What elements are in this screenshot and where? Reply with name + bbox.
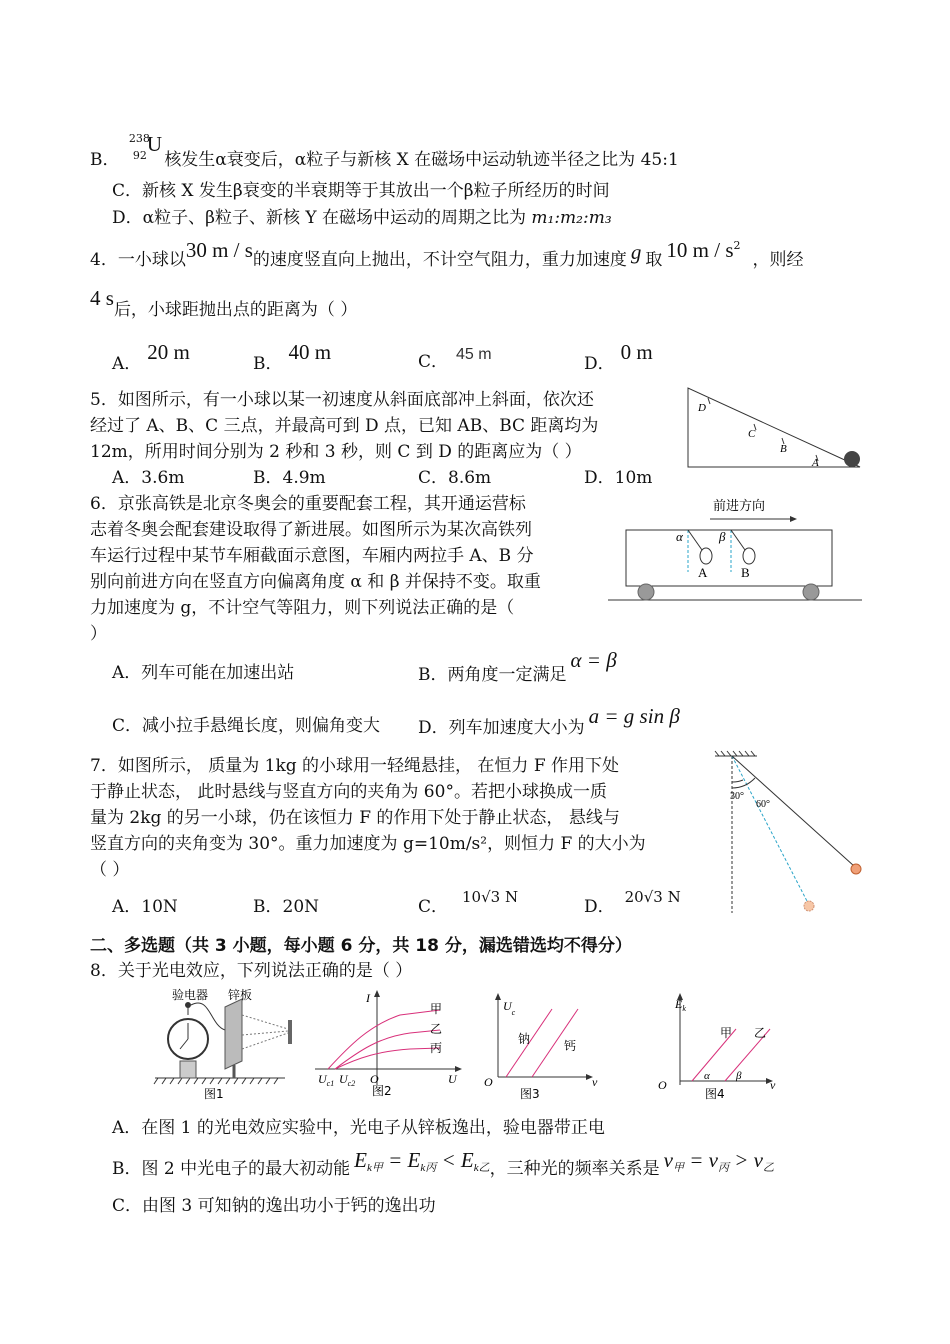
fig3-axis-uc: $U_c$ [503, 999, 516, 1017]
ball [844, 451, 860, 467]
fig2-curve-jia: 甲 [430, 1002, 443, 1016]
angle-30-label: 30° [730, 791, 744, 802]
q4-stem-line1: 4．一小球以30 m / s的速度竖直向上抛出，不计空气阻力，重力加速度 g 取 10 m / $s^2$，则经 [90, 238, 804, 270]
q4-option-c: C． 45 m [418, 346, 492, 372]
fig2-axis-i: I [366, 991, 370, 1005]
freq-relation: $\nu_甲 = \nu_丙 > \nu_乙$ [663, 1148, 774, 1174]
fig4-line-yi: 乙 [754, 1026, 767, 1040]
q5-option-b: B．4.9m [253, 468, 326, 488]
incline-figure [680, 380, 880, 475]
q6-line3: 车运行过程中某节车厢截面示意图，车厢内两拉手 A、B 分 [90, 546, 534, 566]
fig3-uc-nu [484, 993, 598, 1101]
q3-option-d: D．α粒子、β粒子、新核 Y 在磁场中运动的周期之比为 m₁:m₂:m₃ [112, 208, 612, 228]
point-a-label: A [812, 457, 819, 469]
q6-line5: 力加速度为 g，不计空气等阻力，则下列说法正确的是（ [90, 598, 515, 618]
ek-relation: $E_{k甲} = E_{k丙} < E_{k乙}$ [354, 1148, 490, 1174]
q5-option-a: A．3.6m [112, 468, 185, 488]
q3-option-c: C．新核 X 发生β衰变的半衰期等于其放出一个β粒子所经历的时间 [112, 181, 610, 201]
q7-line2: 于静止状态， 此时悬线与竖直方向的夹角为 60°。若把小球换成一质 [90, 782, 607, 802]
fig4-axis-nu: ν [770, 1078, 776, 1092]
fig4-axis-ek: $E_k$ [675, 997, 686, 1013]
q5-line1: 5．如图所示，有一小球以某一初速度从斜面底部冲上斜面，依次还 [90, 390, 594, 410]
q7-line3: 量为 2kg 的另一小球，仍在该恒力 F 的作用下处于静止状态， 悬线与 [90, 808, 620, 828]
fig2-curve-yi: 乙 [430, 1022, 443, 1036]
beta-label: β [719, 529, 726, 544]
q7-line4: 竖直方向的夹角变为 30°。重力加速度为 g=10m/s²，则恒力 F 的大小为 [90, 834, 646, 854]
alpha-label: α [676, 529, 683, 544]
q8-option-c: C．由图 3 可知钠的逸出功小于钙的逸出功 [112, 1196, 436, 1216]
fig2-axis-u: U [448, 1072, 457, 1086]
q6-line6: ） [90, 624, 107, 644]
fig2-uc1: $U_{c1}$ [318, 1072, 335, 1088]
point-d-label: D [698, 402, 706, 414]
ball-1kg [851, 864, 861, 874]
fig1-caption: 图1 [204, 1087, 224, 1101]
fig2-origin: O [370, 1072, 379, 1086]
fig2-iv-curves [315, 990, 462, 1098]
point-c-label: C [748, 428, 756, 440]
q7-option-b: B．20N [253, 897, 320, 917]
q8-option-b: B．图 2 中光电子的最大初动能 $E_{k甲} = E_{k丙} < E_{k乙}$，三种光的频率关系是 $\nu_甲 = \nu_丙 > \nu_乙$ [112, 1148, 774, 1179]
fig2-uc2: $U_{c2}$ [339, 1072, 356, 1088]
q4-option-d: D． 0 m [584, 340, 653, 374]
fig4-alpha: α [704, 1070, 710, 1082]
fig4-ek-nu [658, 993, 776, 1101]
q6-line2: 志着冬奥会配套建设取得了新进展。如图所示为某次高铁列 [90, 520, 532, 540]
fig3-sodium: 钠 [518, 1032, 531, 1046]
q7-option-d: D． 20√3 N [584, 888, 681, 917]
fig4-caption: 图4 [705, 1087, 725, 1101]
fig4-line-jia: 甲 [720, 1026, 733, 1040]
fig2-caption: 图2 [372, 1084, 392, 1098]
electroscope-label: 验电器 [172, 988, 209, 1002]
q7-line1: 7．如图所示， 质量为 1kg 的小球用一轻绳悬挂， 在恒力 F 作用下处 [90, 756, 620, 776]
q5-line2: 经过了 A、B、C 三点，并最高可到 D 点，已知 AB、BC 距离均为 [90, 416, 599, 436]
q6-option-b: B．两角度一定满足α = β [418, 648, 617, 685]
q6-option-a: A．列车可能在加速出站 [112, 663, 295, 683]
pendulum-figure [705, 748, 870, 918]
angle-60-label: 60° [756, 799, 770, 810]
direction-label: 前进方向 [713, 499, 766, 514]
q6-option-d: D．列车加速度大小为 a = g sin β [418, 704, 680, 738]
q6-line1: 6．京张高铁是北京冬奥会的重要配套工程，其开通运营标 [90, 494, 526, 514]
photoelectric-figures [150, 985, 790, 1105]
handle-b-label: B [741, 565, 750, 580]
fig1-electroscope [154, 987, 292, 1101]
point-b-label: B [780, 443, 787, 455]
q8-option-a: A．在图 1 的光电效应实验中，光电子从锌板逸出，验电器带正电 [112, 1118, 605, 1138]
train-figure [600, 492, 870, 607]
fig3-caption: 图3 [520, 1087, 540, 1101]
q4-option-a: A． 20 m [112, 340, 190, 374]
q7-option-c: C． 10√3 N [418, 888, 519, 917]
q7-option-a: A．10N [112, 897, 178, 917]
q5-option-d: D．10m [584, 468, 653, 488]
q6-line4: 别向前进方向在竖直方向偏离角度 α 和 β 并保持不变。取重 [90, 572, 541, 592]
section-2-title: 二、多选题（共 3 小题，每小题 6 分，共 18 分，漏选错选均不得分） [90, 936, 632, 956]
q8-stem: 8．关于光电效应，下列说法正确的是（ ） [90, 961, 413, 981]
q4-stem-line2: 4 s后，小球距抛出点的距离为（ ） [90, 286, 358, 320]
zinc-plate-label: 锌板 [228, 988, 253, 1002]
q4-option-b: B． 40 m [253, 340, 332, 374]
q7-line5: （ ） [90, 860, 130, 880]
q5-option-c: C．8.6m [418, 468, 492, 488]
fig3-axis-nu: ν [592, 1075, 598, 1089]
fig4-beta: β [736, 1070, 742, 1082]
handle-a-label: A [698, 565, 708, 580]
q3-option-b: B． 238 92 U 核发生α衰变后，α粒子与新核 X 在磁场中运动轨迹半径之比为 45:1 [90, 132, 679, 170]
fig3-origin: O [484, 1075, 493, 1089]
fig4-origin: O [658, 1078, 667, 1092]
q5-line3: 12m，所用时间分别为 2 秒和 3 秒，则 C 到 D 的距离应为（ ） [90, 442, 582, 462]
fig3-calcium: 钙 [564, 1039, 577, 1053]
q6-option-c: C．减小拉手悬绳长度，则偏角变大 [112, 716, 381, 736]
uranium-nuclide: 238 92 U [128, 132, 163, 162]
ball-2kg [804, 901, 814, 911]
fig2-curve-bing: 丙 [430, 1041, 443, 1055]
